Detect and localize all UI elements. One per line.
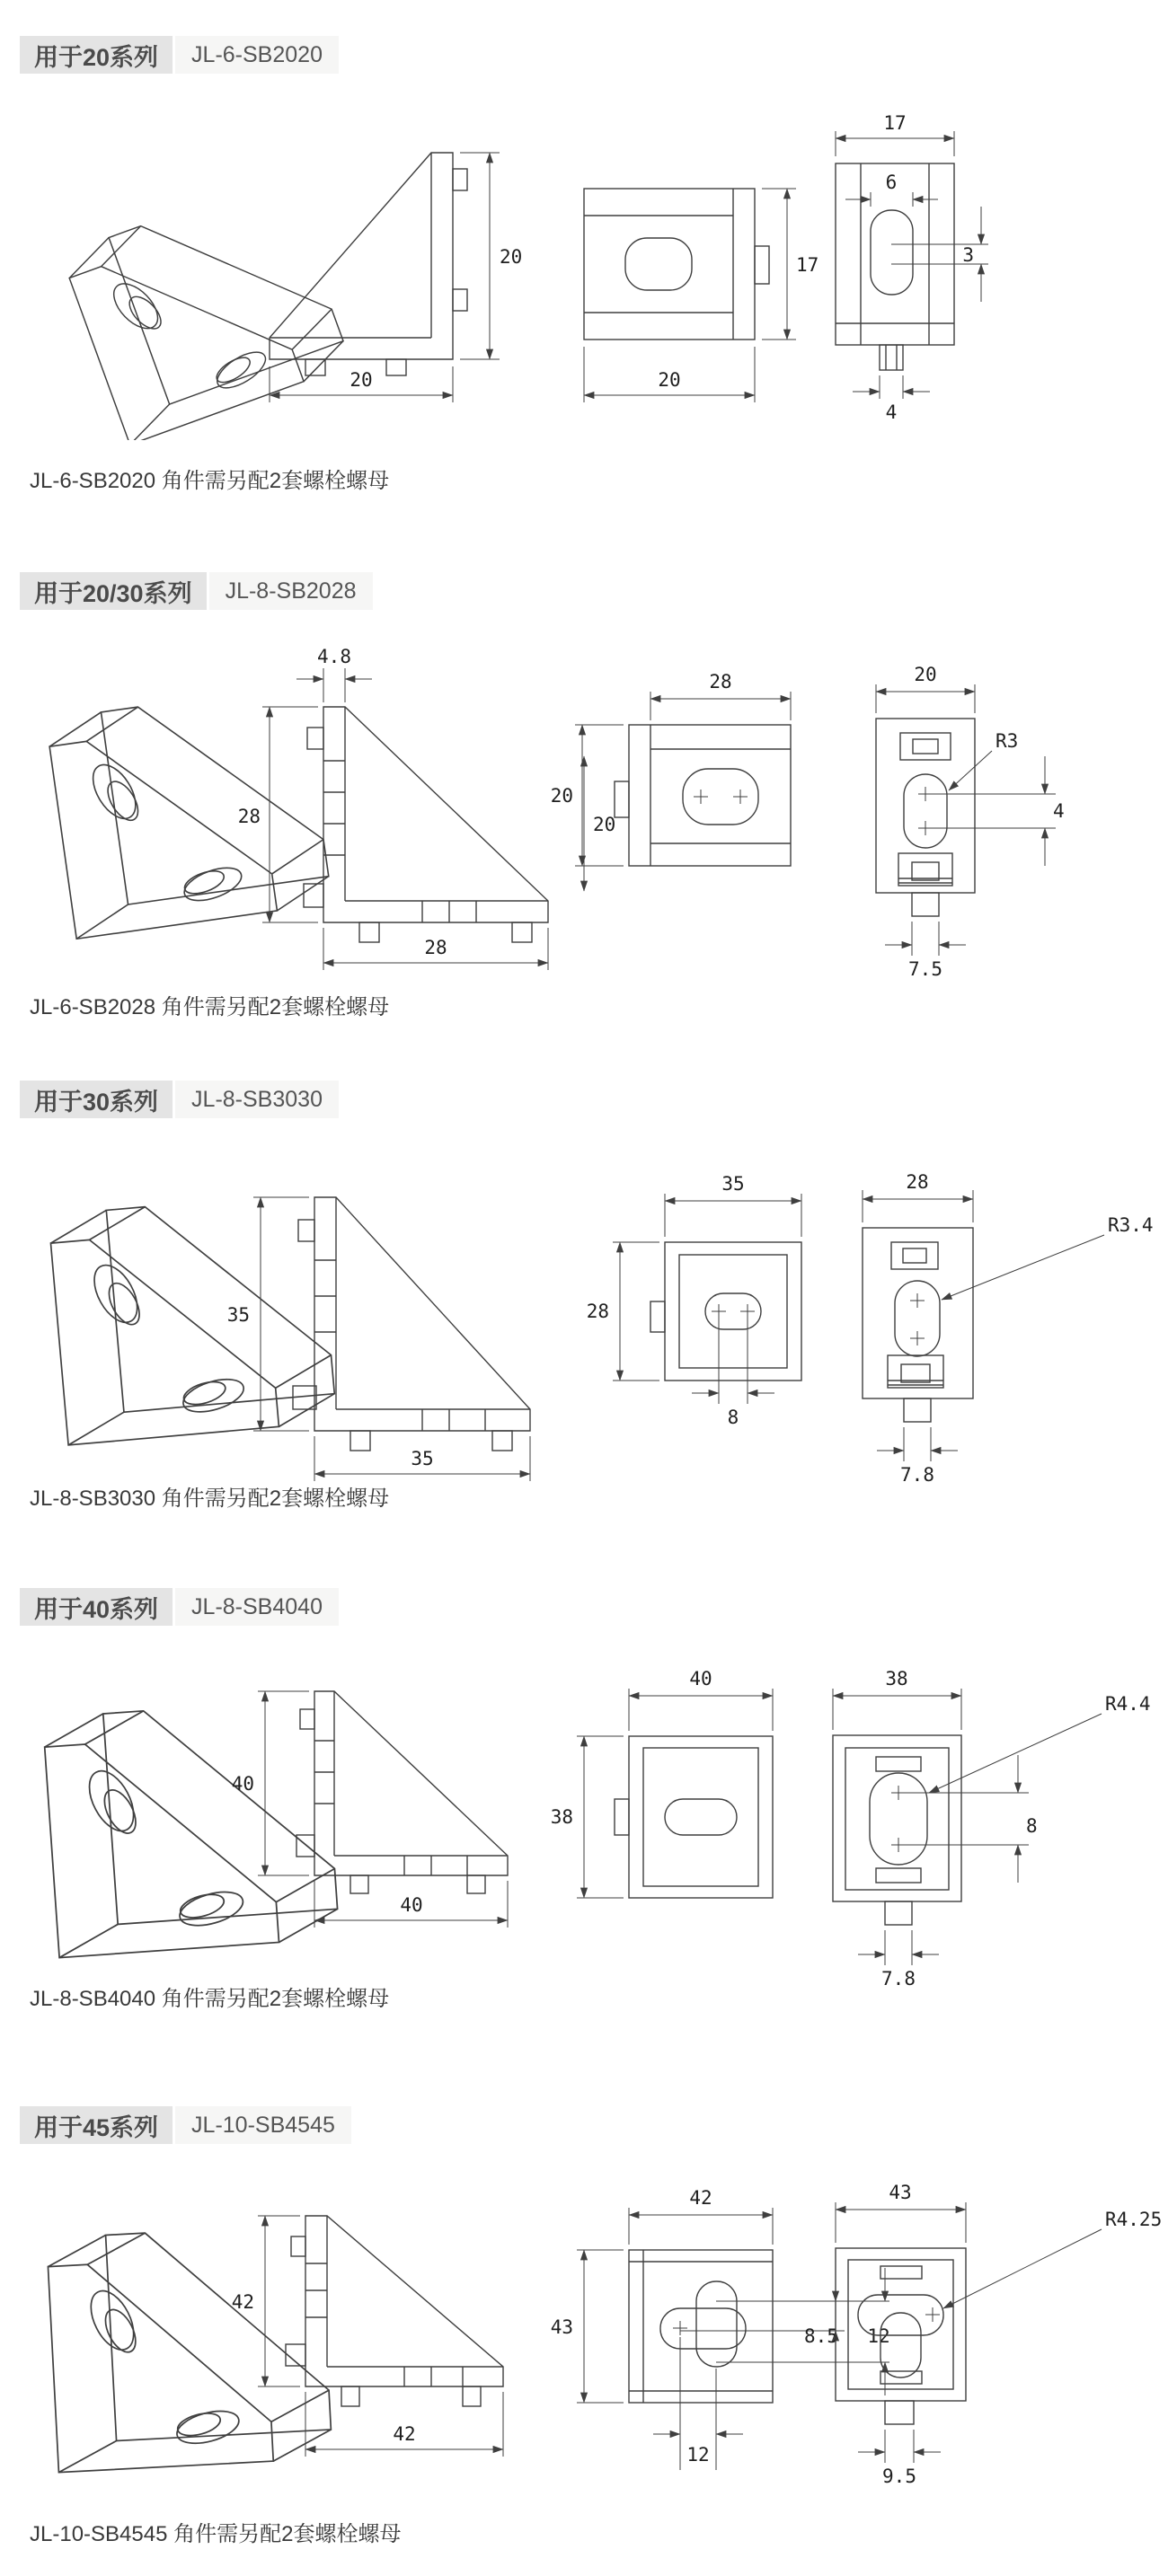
dim-side-height: 35: [226, 1304, 250, 1326]
side-view: [232, 1691, 508, 1928]
dim-front-height: 28: [586, 1301, 609, 1322]
isometric-view: [49, 1192, 337, 1445]
dim-front-height: 43: [550, 2316, 573, 2338]
dim-front-height: 20: [550, 785, 573, 807]
dim-side-right-height: 20: [593, 814, 616, 835]
front-view: [587, 1173, 801, 1428]
back-view: [833, 1668, 1151, 1989]
dim-front-slot-offset: 8.5: [804, 2325, 838, 2347]
caption: JL-8-SB4040 角件需另配2套螺栓螺母: [30, 1987, 390, 2011]
dim-back-width: 38: [885, 1668, 908, 1689]
section-sb2020: [0, 27, 1168, 530]
back-view: [836, 112, 988, 423]
side-view: [238, 646, 616, 970]
dim-back-radius: R3.4: [1108, 1214, 1154, 1236]
drawing-row-sb4040: [0, 1642, 1168, 2001]
series-badge: 用于30系列: [20, 1081, 173, 1118]
front-view: [551, 671, 791, 866]
dim-side-width: 20: [350, 369, 373, 391]
section-sb4040: [0, 1579, 1168, 2097]
dim-back-tab-width: 7.5: [908, 958, 942, 980]
dim-back-tab-width: 9.5: [882, 2466, 916, 2487]
dim-side-plate-thickness: 4.8: [317, 646, 351, 667]
dim-side-height: 28: [237, 806, 261, 827]
dim-front-slot-bottom: 12: [686, 2444, 710, 2466]
dim-back-hole-gap: 3: [962, 244, 974, 266]
section-sb3030: [0, 1072, 1168, 1579]
isometric-view: [46, 684, 332, 940]
dim-side-height: 40: [231, 1773, 254, 1795]
isometric-view: [61, 174, 352, 440]
section-sb2028: [0, 563, 1168, 1072]
dim-back-radius: R3: [995, 730, 1019, 752]
dim-side-width: 40: [400, 1894, 423, 1916]
model-badge: JL-6-SB2020: [175, 36, 339, 74]
series-badge: 用于20/30系列: [20, 572, 207, 610]
dim-back-radius: R4.4: [1105, 1693, 1151, 1715]
side-view: [227, 1197, 530, 1481]
section-header: [20, 1588, 339, 1626]
caption: JL-10-SB4545 角件需另配2套螺栓螺母: [30, 2522, 402, 2546]
front-view: [584, 189, 818, 402]
dim-side-width: 35: [411, 1448, 434, 1469]
series-badge: 用于20系列: [20, 36, 173, 74]
dim-front-height: 17: [796, 254, 819, 276]
dim-back-hole-gap: 8: [1026, 1815, 1038, 1837]
section-header: [20, 36, 339, 74]
isometric-view: [47, 2224, 332, 2473]
series-badge: 用于40系列: [20, 1588, 173, 1626]
side-view: [270, 153, 522, 402]
dim-back-width: 17: [883, 112, 907, 134]
front-view: [551, 2187, 890, 2470]
front-view: [551, 1668, 773, 1898]
section-header: [20, 572, 373, 610]
model-badge: JL-8-SB4040: [175, 1588, 339, 1626]
dim-back-width: 28: [906, 1171, 929, 1193]
drawing-row-sb4545: [0, 2165, 1168, 2524]
dim-back-slot-width: 6: [885, 172, 898, 193]
back-view: [876, 664, 1065, 980]
model-badge: JL-8-SB3030: [175, 1081, 339, 1118]
back-view: [863, 1171, 1154, 1486]
caption: JL-8-SB3030 角件需另配2套螺栓螺母: [30, 1486, 390, 1511]
section-header: [20, 2106, 351, 2144]
caption: JL-6-SB2028 角件需另配2套螺栓螺母: [30, 995, 390, 1019]
section-sb4545: [0, 2097, 1168, 2576]
series-badge: 用于45系列: [20, 2106, 173, 2144]
dim-side-height: 42: [231, 2291, 254, 2313]
caption: JL-6-SB2020 角件需另配2套螺栓螺母: [30, 469, 390, 493]
dim-side-width: 28: [424, 937, 447, 958]
dim-front-width: 42: [689, 2187, 712, 2209]
dim-front-height: 38: [550, 1806, 573, 1828]
dim-front-width: 40: [689, 1668, 712, 1689]
dim-front-width: 28: [709, 671, 732, 693]
dim-back-width: 43: [889, 2182, 912, 2203]
drawing-row-sb3030: [0, 1134, 1168, 1494]
model-badge: JL-10-SB4545: [175, 2106, 351, 2144]
model-badge: JL-8-SB2028: [209, 572, 373, 610]
dim-back-hole-gap: 4: [1053, 800, 1065, 822]
dim-side-height: 20: [500, 246, 523, 268]
dim-back-width: 20: [914, 664, 937, 685]
dim-back-tab-width: 7.8: [881, 1968, 916, 1989]
section-header: [20, 1081, 339, 1118]
drawing-row-sb2028: [0, 622, 1168, 990]
dim-back-radius: R4.25: [1105, 2209, 1163, 2230]
dim-side-width: 42: [393, 2423, 416, 2445]
dim-back-tab-width: 4: [885, 401, 898, 423]
drawing-row-sb2020: [0, 99, 1168, 440]
dim-front-slot-span: 12: [867, 2325, 890, 2347]
dim-front-hole-gap: 8: [727, 1407, 739, 1428]
isometric-view: [42, 1698, 339, 1958]
dim-front-width: 20: [658, 369, 681, 391]
dim-front-width: 35: [721, 1173, 745, 1195]
dim-back-tab-width: 7.8: [900, 1464, 934, 1486]
